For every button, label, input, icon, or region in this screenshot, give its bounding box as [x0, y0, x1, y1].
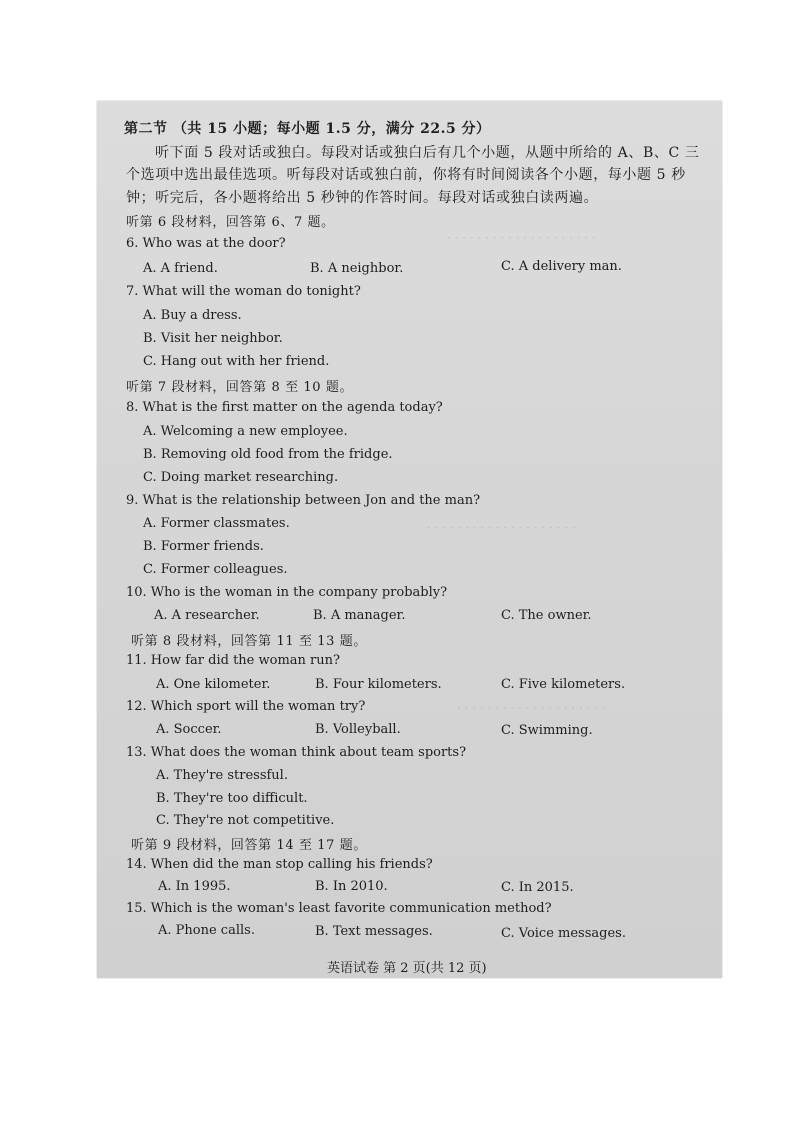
option-c: C. Hang out with her friend.	[143, 354, 330, 369]
option-c: C. Five kilometers.	[501, 677, 626, 692]
option-b: B. A manager.	[313, 608, 406, 623]
group-label: 听第 6 段材料，回答第 6、7 题。	[126, 215, 335, 230]
option-c: C. Former colleagues.	[143, 562, 288, 577]
question-stem: 13. What does the woman think about team sports?	[126, 745, 467, 760]
option-a: A. Welcoming a new employee.	[143, 424, 348, 439]
option-c: C. A delivery man.	[501, 259, 622, 274]
group-label: 听第 9 段材料，回答第 14 至 17 题。	[131, 838, 367, 853]
option-b: B. In 2010.	[315, 879, 388, 894]
instruction-line: 个选项中选出最佳选项。听每段对话或独白前，你将有时间阅读各个小题，每小题 5 秒	[126, 167, 686, 183]
option-a: A. One kilometer.	[156, 677, 271, 692]
option-b: B. Removing old food from the fridge.	[143, 447, 393, 462]
option-b: B. They're too difficult.	[156, 791, 308, 806]
section-title: 第二节 （共 15 小题；每小题 1.5 分，满分 22.5 分）	[124, 121, 491, 137]
question-stem: 11. How far did the woman run?	[126, 653, 340, 668]
question-stem: 14. When did the man stop calling his friends?	[126, 857, 433, 872]
option-a: A. They're stressful.	[156, 768, 288, 783]
option-c: C. Swimming.	[501, 723, 593, 738]
option-c: C. The owner.	[501, 608, 592, 623]
question-stem: 8. What is the first matter on the agenda today?	[126, 400, 443, 415]
option-b: B. Former friends.	[143, 539, 264, 554]
option-b: B. Four kilometers.	[315, 677, 442, 692]
question-stem: 10. Who is the woman in the company probably?	[126, 585, 448, 600]
option-a: A. Soccer.	[156, 722, 222, 737]
question-stem: 12. Which sport will the woman try?	[126, 699, 366, 714]
instruction-line: 听下面 5 段对话或独白。每段对话或独白后有几个小题，从题中所给的 A、B、C 三	[155, 145, 700, 161]
option-a: A. A friend.	[143, 261, 218, 276]
option-b: B. Volleyball.	[315, 722, 401, 737]
option-c: C. Doing market researching.	[143, 470, 339, 485]
option-a: A. A researcher.	[154, 608, 260, 623]
option-b: B. Text messages.	[315, 924, 433, 939]
option-c: C. Voice messages.	[501, 926, 626, 941]
option-a: A. Phone calls.	[158, 923, 255, 938]
option-a: A. Buy a dress.	[143, 308, 242, 323]
option-b: B. Visit her neighbor.	[143, 331, 283, 346]
page-footer: 英语试卷 第 2 页(共 12 页)	[327, 961, 487, 976]
bleed-through-text: · · · · · · · · · · · · · · · · · · · ·	[427, 521, 576, 535]
bleed-through-text: · · · · · · · · · · · · · · · · · · · ·	[447, 231, 596, 245]
option-b: B. A neighbor.	[310, 261, 404, 276]
option-a: A. Former classmates.	[143, 516, 290, 531]
option-a: A. In 1995.	[158, 879, 231, 894]
question-stem: 15. Which is the woman's least favorite communication method?	[126, 901, 552, 916]
instruction-line: 钟；听完后，各小题将给出 5 秒钟的作答时间。每段对话或独白读两遍。	[126, 190, 599, 206]
exam-page	[97, 101, 722, 978]
question-stem: 9. What is the relationship between Jon and the man?	[126, 493, 481, 508]
bleed-through-text: · · · · · · · · · · · · · · · · · · · ·	[457, 701, 606, 715]
question-stem: 7. What will the woman do tonight?	[126, 284, 361, 299]
group-label: 听第 7 段材料，回答第 8 至 10 题。	[126, 380, 354, 395]
question-stem: 6. Who was at the door?	[126, 236, 286, 251]
option-c: C. In 2015.	[501, 880, 574, 895]
group-label: 听第 8 段材料，回答第 11 至 13 题。	[131, 634, 367, 649]
option-c: C. They're not competitive.	[156, 813, 335, 828]
